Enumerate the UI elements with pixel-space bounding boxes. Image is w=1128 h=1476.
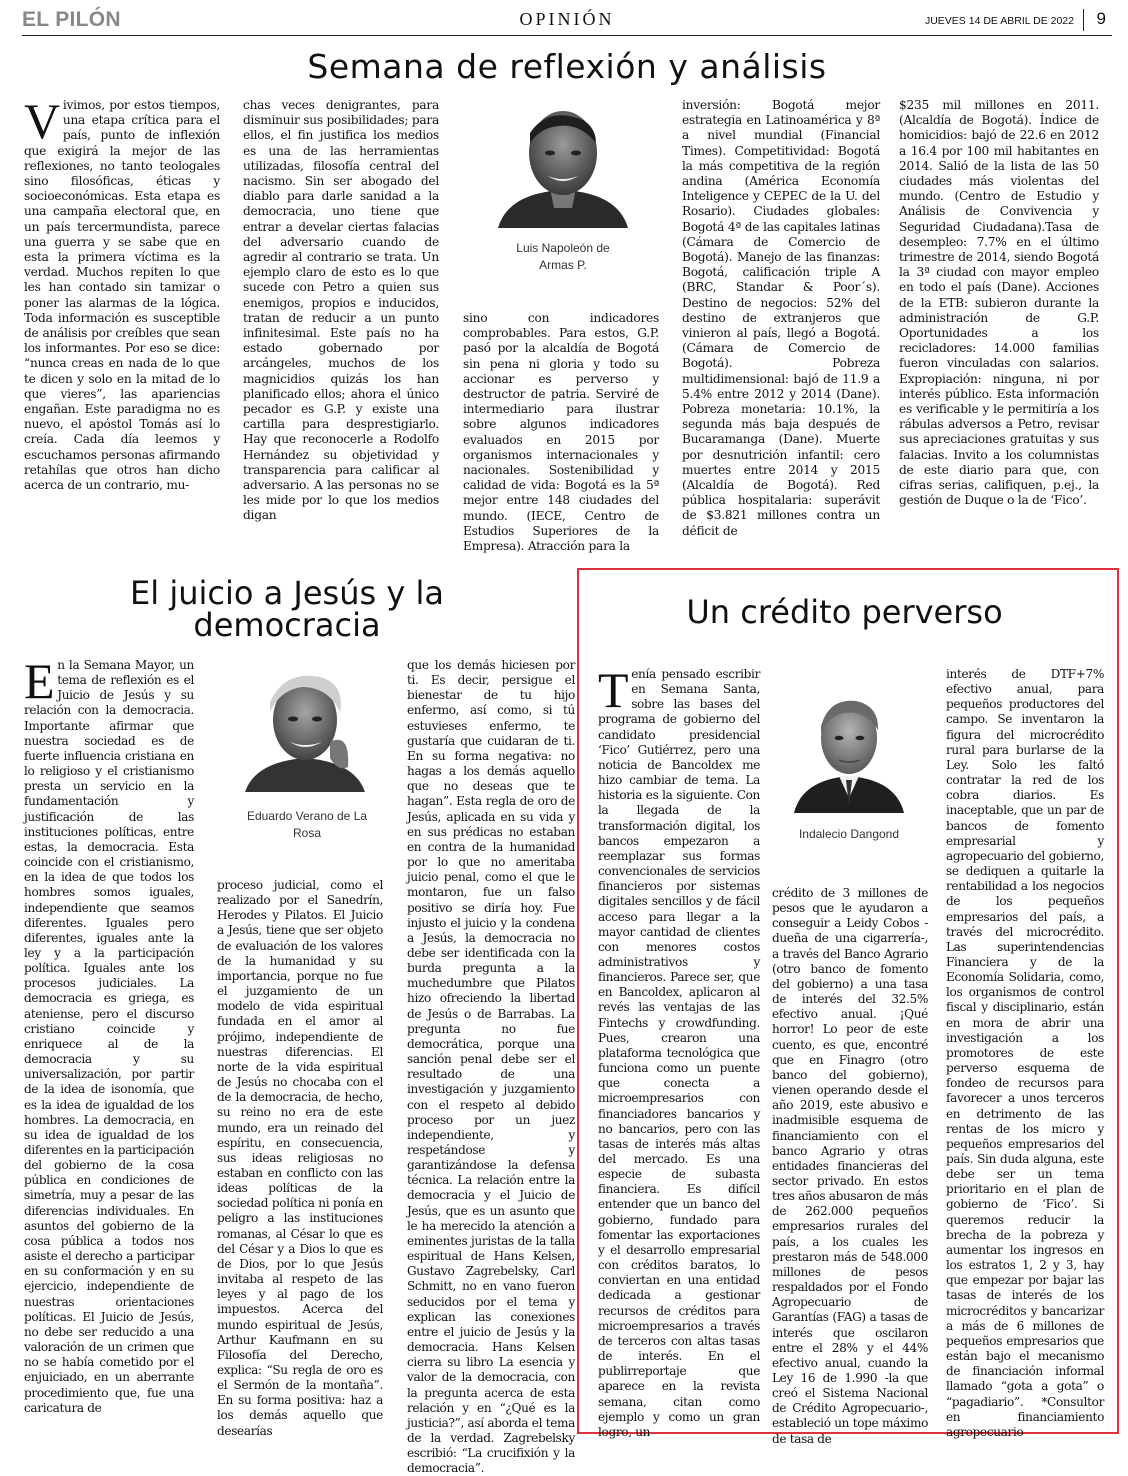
article1-dropcap: V bbox=[24, 93, 60, 149]
author-caption-verano bbox=[222, 808, 392, 842]
article1-text-4: inversión: Bogotá mejor estrategia en Latinoamérica y 8ª a nivel mundial (Financial Times). Competitividad: Bogotá la más competitiva de la región andina (América Economía Inteligence y CEPEC de la U. del Rosario). Ciudades globales: Bogotá 4ª de las capitales latinas (Cámara de Comercio de Bogotá). Manejo de las finanzas: Bogotá, calificación triple A (BRC, Standar & Poor´s). Destino de negocios: 52% del destino de extranjeros que vinieron al país, llegó a Bogotá. (Cámara de Comercio de Bogotá). Pobreza multidimensional: bajó de 11.9 a 5.4% entre 2012 y 2014 (Dane). Pobreza monetaria: 10.1%, la segunda más baja después de Bucaramanga (Dane). Muerte por desnutrición infantil: cero muertes entre 2014 y 2015 (Alcaldía de Bogotá). Red pública hospitalaria: superávit de $3.821 millones contra un déficit de bbox=[682, 98, 880, 538]
page-number: 9 bbox=[1096, 9, 1106, 28]
article1-text-2: chas veces denigrantes, para disminuir sus posibilidades; para ellos, el fin justifica los medios es una de las herramientas utilizadas, filosofía central del nacismo. Sin ser abogado del diablo para darle sanidad a la democracia, uno tiene que entrar a develar ciertas falacias del adversario cuando de agredir al contrario se trata. Un ejemplo claro de esto es lo que sucede con Petro a quien sus enemigos, propios e inducidos, tratan de reducir a un punto infinitesimal. Este país no ha estado gobernado por arcángeles, muchos de los magnicidios quizás los han planificado ellos; ahora el único pecador es G.P. y existe una cartilla para desprestigiarlo. Hay que reconocerle a Rodolfo Hernández su objetividad y transparencia para calificar al adversario. A las personas no se les mide por lo que los medios digan bbox=[243, 98, 439, 523]
newspaper-logo: EL PILÓN bbox=[22, 8, 121, 31]
article3-text-3: interés de DTF+7% efectivo anual, para pequeños productores del campo. Se inventaron la figura del microcrédito rural para burlarse de la Ley. Solo les faltó contratar la red de los cobra diarios. Es inaceptable, que un par de bancos de fomento empresarial y agropecuario del gobierno, se dediquen a quitarle la rentabilidad a los negocios de los pequeños empresarios del país, a través del microcrédito. Las superintendencias Financiera y de la Economía Solidaria, como, los organismos de control fiscal y disciplinario, están en mora de abrir una investigación a los promotores de este perverso esquema de fondeo de recursos para favorecer a unos terceros en detrimento de las rentas de los micro y pequeños empresarios del país. Sin duda alguna, este debe ser un tema prioritario en el plan de gobierno de ‘Fico’. Si queremos reducir la brecha de la pobreza y aumentar los ingresos en los estratos 1, 2 y 3, hay que empezar por bajar las tasas de interés de los microcréditos y bancarizar a más de 6 millones de pequeños empresarios que están bajo el mecanismo de financiación informal llamado “gota a gota” o “pagadiario”. *Consultor en financiamiento agropecuario bbox=[946, 667, 1104, 1439]
article2-column-3 bbox=[407, 658, 575, 1476]
section-title: OPINIÓN bbox=[519, 9, 615, 29]
article1-text-3: sino con indicadores comprobables. Para estos, G.P. pasó por la alcaldía de Bogotá sin pena ni gloria y todo su accionar es perverso y destructor de patria. Serviré de intermediario para ilustrar sobre algunos indicadores evaluados en 2015 por organismos internacionales y nacionales. Sostenibilidad y calidad de vida: Bogotá es la 5ª mejor entre 148 ciudades del mundo. (IECE, Centro de Estudios Superiores de la Empresa). Atracción para la bbox=[463, 311, 659, 554]
author-name-line1: Eduardo Verano de La bbox=[246, 809, 368, 823]
article1-column-4 bbox=[682, 98, 880, 554]
article3-text-1: enía pensado escribir en Semana Santa, sobre las bases del programa de gobierno del candidato presidencial ‘Fico’ Gutiérrez, pero una noticia de Bancoldex me hizo cambiar de tema. La historia es la siguiente. Con la llegada de la transformación digital, los bancos empezaron a reemplazar sus formas convencionales de servicios financieros por sistemas digitales sencillos y de fácil acceso para llegar a la mayor cantidad de clientes con menores costos administrativos y financieros. Parece ser, que en Bancoldex, aplicaron al revés las ventajas de las Fintechs y crowdfunding. Pues, crearon una plataforma tecnológica que funciona como un puente que conecta a microempresarios con financiadores bancarios y no bancarios, pero con las tasas de interés más altas del mercado. Es una especie de subasta financiera. Es difícil entender que un banco del gobierno, fundado para fomentar las exportaciones y el desarrollo empresarial con créditos baratos, lo conviertan en una entidad dedicada a gestionar recursos de créditos para microempresarios a través de terceros con altas tasas de interés. En el publirreportaje que aparece en la revista semana, citan como ejemplo y como un gran logro, un bbox=[598, 667, 760, 1439]
article2-column-1 bbox=[24, 653, 195, 1436]
article2-text-1: n la Semana Mayor, un tema de reflexión es el Juicio de Jesús y su relación con la democracia. Importante afirmar que nuestra sociedad es de fuerte influencia cristiana en lo religioso y el cristianismo presta un servicio en la fundamentación y justificación de las instituciones políticas, entre estas, la democracia. Esta coincide con el cristianismo, en la idea de que todos los hombres somos iguales, independiente que seamos diferentes. Iguales pero diferentes, iguales ante la ley y a la participación política. Iguales ante los procesos judiciales. La democracia es griega, es ateniense, pero el discurso cristiano coincide y enriquece al de la democracia y su universalización, por partir de la idea de isonomía, que es la idea de igualdad de los hombres. La democracia, en su idea de igualdad de los diferentes en la participación del gobierno de la cosa pública en condiciones de simetría, muy a pesar de las diferencias individuales. En asuntos del gobierno de la cosa pública a todos nos asiste el derecho a participar en su conformación y en su ejercicio, independiente de nuestras orientaciones políticas. El Juicio de Jesús, no debe ser reducido a una valoración de un crimen que no se había cometido por el enjuiciado, en un aberrante procedimiento que, fue una caricatura de bbox=[24, 658, 195, 1415]
issue-date: JUEVES 14 DE ABRIL DE 2022 bbox=[924, 15, 1074, 27]
author-caption-dangond bbox=[776, 826, 922, 843]
author-name-line2: Rosa bbox=[292, 826, 321, 840]
article2-text-3: que los demás hiciesen por ti. Es decir, persigue el bienestar de tu hijo enfermo, así como, si tú estuvieses enfermo, te gustaría que cuidaran de ti. En su forma negativa: no hagas a los demás aquello que no deseas que te hagan”. Esta regla de oro de Jesús, aplicada en su vida y en sus prédicas no estaban en contra de la humanidad por lo que no ameritaba juicio penal, como el que le montaron, fue un falso positivo se diría hoy. Fue injusto el juicio y la condena a Jesús, la democracia no debe ser identificada con la burda pregunta a la muchedumbre que Pilatos hizo ofreciendo la libertad de Jesús o de Barrabas. La pregunta no fue democrática, porque una sanción penal debe ser el resultado de una investigación y juzgamiento con el respeto al debido proceso por un juez independiente, y respetándose y garantizándose la defensa técnica. La relación entre la democracia y el Juicio de Jesús, que es un asunto que le ha merecido la atención a eminentes juristas de la talla espiritual de Hans Kelsen, Gustavo Zagrebelsky, Carl Schmitt, no en vano fueron seducidos por el tema y explican las conexiones entre el juicio de Jesús y la democracia. Hans Kelsen cierra su libro La esencia y valor de la democracia, con la pregunta acerca de esta relación y en “¿Qué es la justicia?”, así aborda el tema de la verdad. Zagrebelsky escribió: “La crucifixión y la democracia”. bbox=[407, 658, 575, 1476]
author-name-line2: Armas P. bbox=[539, 258, 587, 272]
header-divider bbox=[1083, 9, 1085, 31]
author-photo-dangond bbox=[794, 688, 904, 813]
article2-text-2: proceso judicial, como el realizado por el Sanedrín, Herodes y Pilatos. El Juicio a Jesús, tiene que ser objeto de evaluación de los valores de la humanidad y su importancia, porque no fue el juzgamiento de un modelo de vida espiritual fundada en el amor al prójimo, independiente de nuestras diferencias. El norte de la vida espiritual de Jesús no chocaba con el de la democracia, de hecho, su reino no era de este mundo, era un reinado del espíritu, en consecuencia, sus ideas religiosas no estaban en conflicto con las ideas políticas de la sociedad política ni ponía en peligro a las instituciones romanas, al César lo que es del César y a Dios lo que es de Dios, por lo que Jesús invitaba al respeto de las leyes y al pago de los impuestos. Acerca del mundo espiritual de Jesús, Arthur Kaufmann en su Filosofía del Derecho, explica: “Su regla de oro es el Sermón de la montaña”. En su forma positiva: haz a los demás aquello que desearías bbox=[217, 878, 383, 1438]
author-photo-verano bbox=[240, 662, 370, 792]
article1-text-5: $235 mil millones en 2011. (Alcaldía de Bogotá). Índice de homicidios: bajó de 22.6 en 2012 a 16.4 por 100 mil habitantes en 2014. Salió de la lista de las 50 ciudades más violentas del mundo. (Centro de Estudio y Análisis de Convivencia y Seguridad Ciudadana).Tasa de desempleo: 7.7% en el último trimestre de 2014, siendo Bogotá la 3ª ciudad con mayor empleo en todo el país (Dane). Acciones de la ETB: subieron durante la administración de G.P. Oportunidades a los recicladores: 14.000 familias fueron vinculadas con salarios. Expropiación: ninguna, ni por interés público. Esta información es verificable y le permitiría a los rábulas adversos a Petro, revisar sus apreciaciones gratuitas y sus falacias. Invito a los columnistas de este diario para que, con cifras serias, califiquen, p.ej., la gestión de Duque o la de ‘Fico’. bbox=[899, 98, 1099, 508]
article1-title: Semana de reflexión y análisis bbox=[307, 47, 827, 86]
article3-column-3 bbox=[946, 667, 1104, 1439]
article3-column-1 bbox=[598, 662, 760, 1439]
article2-column-2 bbox=[217, 878, 383, 1436]
article2-title-line1: El juicio a Jesús y la bbox=[130, 574, 444, 612]
article3-column-2 bbox=[772, 886, 928, 1446]
article2-dropcap: E bbox=[24, 653, 55, 709]
article3-text-2: crédito de 3 millones de pesos que le ayudaron a conseguir a Leidy Cobos -dueña de una cigarrería-, a través del Banco Agrario (otro banco de fomento del gobierno) a una tasa de interés del 32.5% efectivo anual. ¡Qué horror! Lo peor de este cuento, es que, encontré que en Finagro (otro banco del gobierno), vienen operando desde el año 2019, este abusivo e inadmisible esquema de financiamiento con el banco Agrario y otras entidades financieras del sector privado. En estos tres años abusaron de más de 262.000 pequeños empresarios rurales del país, a los cuales les prestaron más de 548.000 millones de pesos respaldados por el Fondo Agropecuario de Garantías (FAG) a tasas de interés que oscilaron entre el 28% y el 44% efectivo anual, cuando la Ley 16 de 1.990 -la que creó el Sistema Nacional de Crédito Agropecuario-, estableció un tope máximo de tasa de bbox=[772, 886, 928, 1446]
article2-title-line2: democracia bbox=[193, 606, 381, 644]
article1-column-3 bbox=[463, 311, 659, 554]
article2-title bbox=[22, 574, 552, 644]
article1-column-2 bbox=[243, 98, 439, 554]
article1-text-1: ivimos, por estos tiempos, una etapa crítica para el país, punto de inflexión que exigirá la mejor de las reflexiones, no tanto teologales sino filosóficas, éticas y socioeconómicas. Esta etapa es una campaña electoral que, en un país tercermundista, parece una guerra y se sabe que en esta la primera víctima es la verdad. Muchos repiten lo que les han contado sin tamizar o poner las alarmas de la lógica. Toda información es susceptible de análisis por creíbles que sean los informantes. Por eso se dice: “nunca creas en nada de lo que te dicen y solo en la mitad de lo que vieres”, las apariencias engañan. Este paradigma no es nuevo, el apóstol Tomás así lo creía. Cada día leemos y escuchamos personas afirmando retahílas que otros han dicho acerca de un contrario, mu- bbox=[24, 98, 220, 493]
author-name: Indalecio Dangond bbox=[798, 827, 900, 841]
article1-column-5 bbox=[899, 98, 1099, 554]
article3-dropcap: T bbox=[598, 662, 629, 718]
page-header bbox=[22, 8, 1112, 36]
author-name-line1: Luis Napoleón de bbox=[516, 241, 610, 255]
author-photo-armas bbox=[488, 98, 638, 228]
article1-column-1 bbox=[24, 93, 220, 554]
article3-title: Un crédito perverso bbox=[686, 593, 1003, 631]
author-caption-armas bbox=[470, 240, 656, 274]
